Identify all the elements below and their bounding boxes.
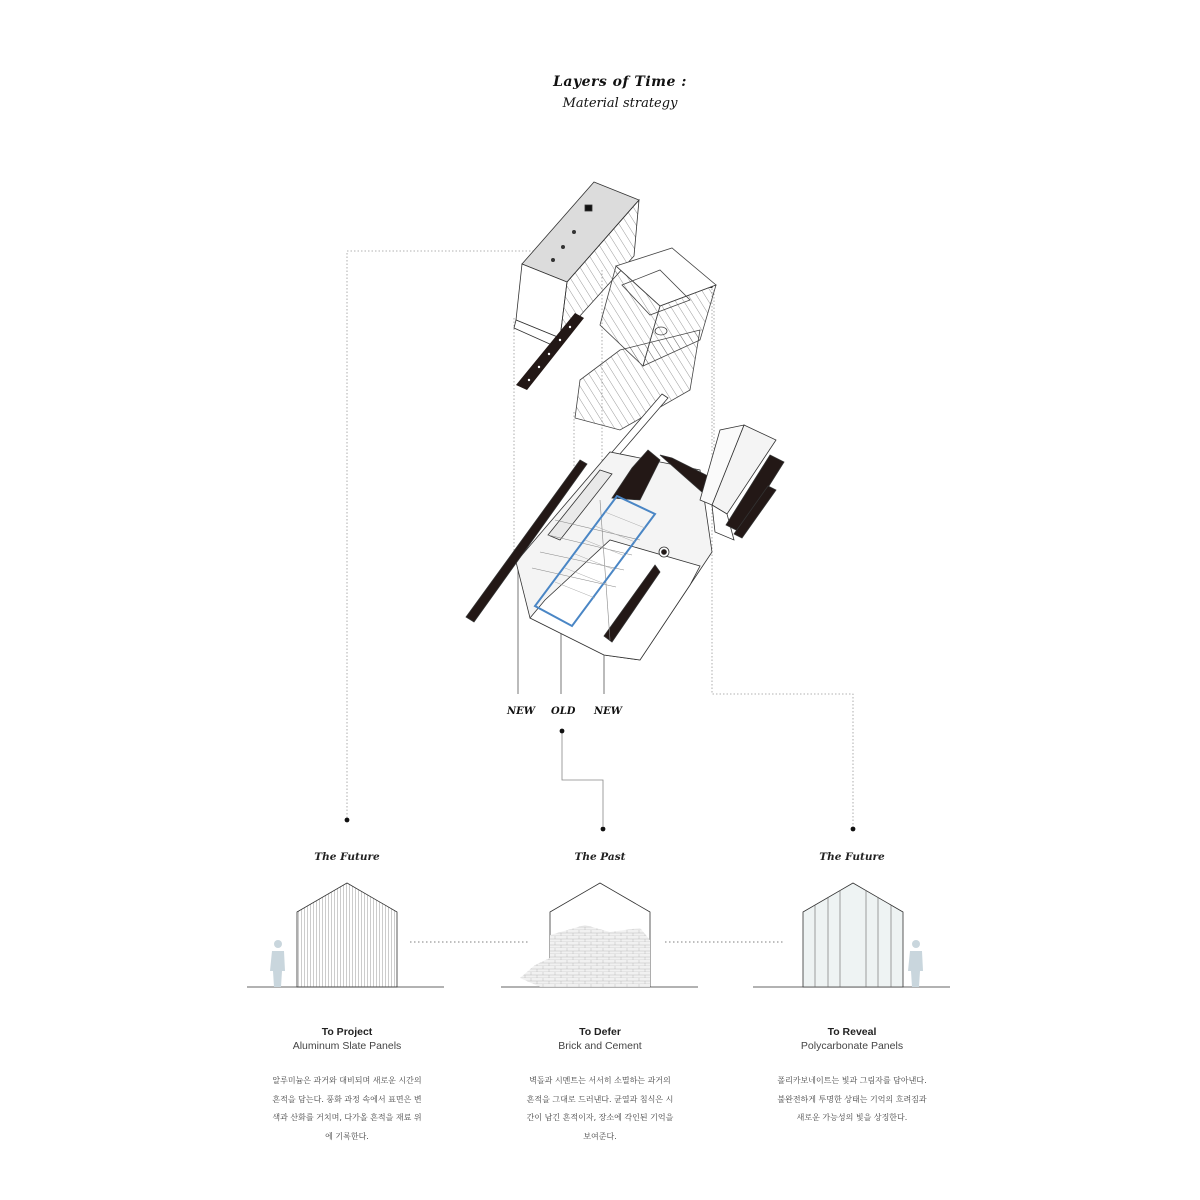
panel-2-material: Brick and Cement xyxy=(558,1040,642,1052)
panel-2-era: The Past xyxy=(574,851,626,863)
aluminum-house xyxy=(247,883,530,987)
main-building xyxy=(466,450,712,660)
panel-1-era: The Future xyxy=(314,851,380,863)
polycarbonate-house xyxy=(753,883,950,987)
person-figure-left xyxy=(270,940,285,987)
brick-house xyxy=(501,883,783,987)
person-figure-right xyxy=(908,940,923,987)
right-annex xyxy=(700,425,784,540)
label-old: OLD xyxy=(551,706,576,717)
panel-2-body: 벽돌과 시멘트는 서서히 소멸하는 과거의 흔적을 그대로 드러낸다. 균열과 침식은 시간이 남긴 흔적이자, 장소에 각인된 기억을 보여준다. xyxy=(526,1076,674,1141)
panel-2-title: To Defer xyxy=(579,1026,621,1038)
panel-1-material: Aluminum Slate Panels xyxy=(292,1040,402,1052)
panel-1-body: 알루미늄은 과거와 대비되며 새로운 시간의 흔적을 담는다. 풍화 과정 속에서 표면은 변색과 산화를 거치며, 다가올 흔적을 재료 위에 기록한다. xyxy=(272,1076,422,1141)
panel-3-material: Polycarbonate Panels xyxy=(800,1040,904,1052)
label-new-left: NEW xyxy=(507,706,535,717)
panel-1-title: To Project xyxy=(321,1026,373,1038)
panel-3-era: The Future xyxy=(819,851,885,863)
diagram-subtitle: Material strategy xyxy=(562,96,678,111)
diagram-title: Layers of Time : xyxy=(553,74,687,90)
panel-3-title: To Reveal xyxy=(827,1026,877,1038)
label-new-right: NEW xyxy=(594,706,622,717)
panel-3-body: 폴리카보네이트는 빛과 그림자를 담아낸다. 불완전하게 투명한 상태는 기억의 흐려짐과 새로운 가능성의 빛을 상징한다. xyxy=(777,1076,927,1122)
